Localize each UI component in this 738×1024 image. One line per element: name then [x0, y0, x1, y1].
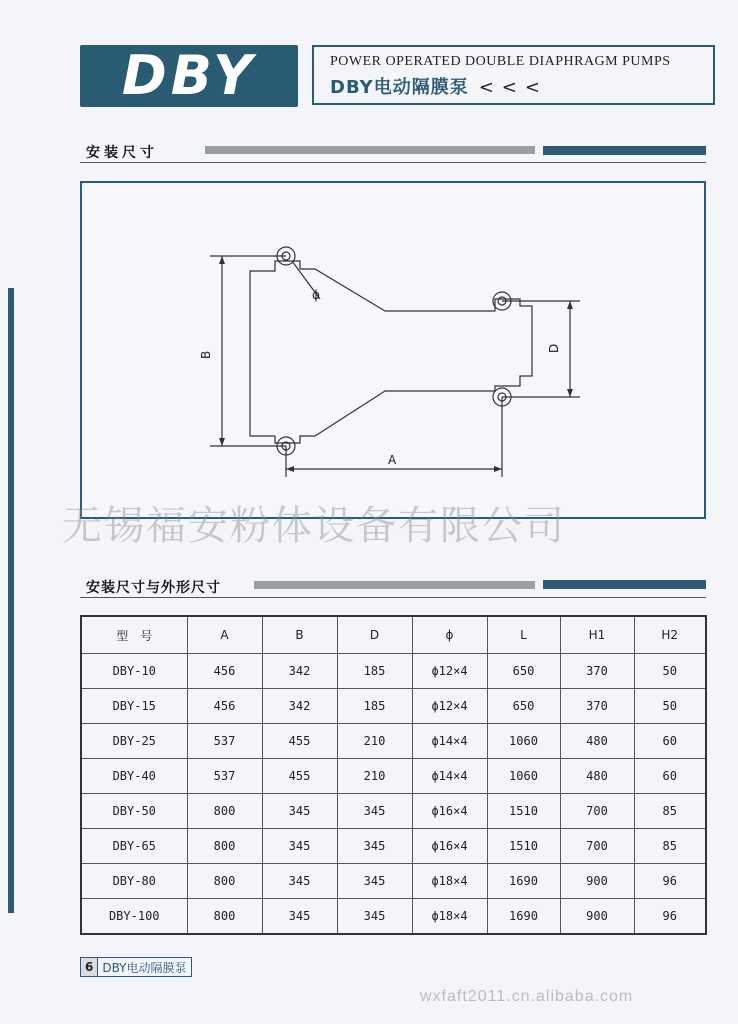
cell-model: DBY-10	[81, 654, 187, 689]
left-edge-bar	[8, 288, 14, 913]
installation-drawing	[80, 181, 706, 519]
cell-l: 1690	[487, 899, 560, 935]
dim-label-b: B	[199, 350, 213, 359]
cell-model: DBY-65	[81, 829, 187, 864]
table-row	[81, 829, 706, 864]
header-a: A	[187, 616, 262, 654]
footer-title: DBY电动隔膜泵	[102, 960, 187, 975]
cell-model: DBY-100	[81, 899, 187, 935]
section-bar-grey	[205, 146, 535, 154]
cell-h1: 480	[560, 724, 634, 759]
cell-b: 345	[262, 829, 337, 864]
cell-a: 800	[187, 794, 262, 829]
cell-l: 1060	[487, 759, 560, 794]
cell-phi: ϕ14×4	[412, 759, 487, 794]
cell-h2: 50	[634, 654, 706, 689]
cell-a: 800	[187, 864, 262, 899]
cell-d: 345	[337, 829, 412, 864]
section2-bar-grey	[254, 581, 535, 589]
cell-b: 342	[262, 689, 337, 724]
section-installation-title: 安装尺寸	[86, 145, 158, 161]
cell-d: 185	[337, 689, 412, 724]
cell-d: 210	[337, 724, 412, 759]
cell-h2: 85	[634, 794, 706, 829]
cell-h1: 900	[560, 899, 634, 935]
cell-b: 345	[262, 794, 337, 829]
table-row	[81, 654, 706, 689]
cell-model: DBY-40	[81, 759, 187, 794]
site-watermark: wxfaft2011.cn.alibaba.com	[420, 988, 634, 1005]
cell-h1: 370	[560, 689, 634, 724]
cell-l: 1510	[487, 829, 560, 864]
table-row	[81, 724, 706, 759]
dim-label-a: A	[388, 453, 397, 467]
cell-h2: 96	[634, 899, 706, 935]
cell-b: 345	[262, 899, 337, 935]
cell-d: 345	[337, 794, 412, 829]
cell-h2: 60	[634, 759, 706, 794]
cell-b: 342	[262, 654, 337, 689]
cell-h1: 700	[560, 794, 634, 829]
dby-logo	[80, 45, 298, 107]
cell-l: 1690	[487, 864, 560, 899]
header-b: B	[262, 616, 337, 654]
cell-a: 537	[187, 724, 262, 759]
cell-model: DBY-25	[81, 724, 187, 759]
section2-underline	[80, 597, 706, 598]
dim-label-d: D	[547, 343, 561, 353]
table-row	[81, 864, 706, 899]
cell-phi: ϕ18×4	[412, 899, 487, 935]
cell-phi: ϕ12×4	[412, 689, 487, 724]
cell-h2: 85	[634, 829, 706, 864]
cell-phi: ϕ12×4	[412, 654, 487, 689]
table-row	[81, 794, 706, 829]
cell-h2: 60	[634, 724, 706, 759]
company-watermark: 无锡福安粉体设备有限公司	[62, 503, 566, 549]
cell-d: 185	[337, 654, 412, 689]
cell-model: DBY-50	[81, 794, 187, 829]
cell-phi: ϕ16×4	[412, 794, 487, 829]
cell-h1: 480	[560, 759, 634, 794]
cell-d: 345	[337, 899, 412, 935]
cell-model: DBY-80	[81, 864, 187, 899]
header-h1: H1	[560, 616, 634, 654]
cell-phi: ϕ14×4	[412, 724, 487, 759]
header-d: D	[337, 616, 412, 654]
section2-bar-blue	[543, 580, 706, 589]
logo-text: DBY	[121, 44, 257, 107]
cell-l: 1510	[487, 794, 560, 829]
cell-d: 210	[337, 759, 412, 794]
page-number: 6	[81, 958, 98, 976]
cell-phi: ϕ16×4	[412, 829, 487, 864]
header-l: L	[487, 616, 560, 654]
table-row	[81, 759, 706, 794]
cell-a: 800	[187, 829, 262, 864]
header-model: 型 号	[81, 616, 187, 654]
page-footer	[80, 957, 192, 977]
cell-h1: 700	[560, 829, 634, 864]
section-bar-blue	[543, 146, 706, 155]
cell-h1: 370	[560, 654, 634, 689]
title-chinese-text: DBY电动隔膜泵	[330, 77, 469, 98]
cell-phi: ϕ18×4	[412, 864, 487, 899]
cell-l: 1060	[487, 724, 560, 759]
cell-a: 456	[187, 654, 262, 689]
title-chinese	[330, 73, 548, 99]
section-underline	[80, 162, 706, 163]
arrows-decoration: <<<	[478, 77, 548, 98]
section-dimensions-title: 安装尺寸与外形尺寸	[86, 580, 221, 596]
cell-h2: 50	[634, 689, 706, 724]
cell-d: 345	[337, 864, 412, 899]
table-row	[81, 899, 706, 935]
cell-a: 456	[187, 689, 262, 724]
header-h2: H2	[634, 616, 706, 654]
cell-b: 345	[262, 864, 337, 899]
cell-h1: 900	[560, 864, 634, 899]
table-header-row	[81, 616, 706, 654]
header-phi: ϕ	[412, 616, 487, 654]
dim-label-phi: ϕ	[312, 288, 320, 302]
cell-l: 650	[487, 689, 560, 724]
title-english: POWER OPERATED DOUBLE DIAPHRAGM PUMPS	[330, 54, 671, 69]
cell-b: 455	[262, 724, 337, 759]
cell-h2: 96	[634, 864, 706, 899]
cell-a: 800	[187, 899, 262, 935]
cell-b: 455	[262, 759, 337, 794]
table-row	[81, 689, 706, 724]
cell-model: DBY-15	[81, 689, 187, 724]
dimensions-table	[80, 615, 707, 935]
pump-base-outline	[250, 261, 532, 443]
cell-a: 537	[187, 759, 262, 794]
cell-l: 650	[487, 654, 560, 689]
